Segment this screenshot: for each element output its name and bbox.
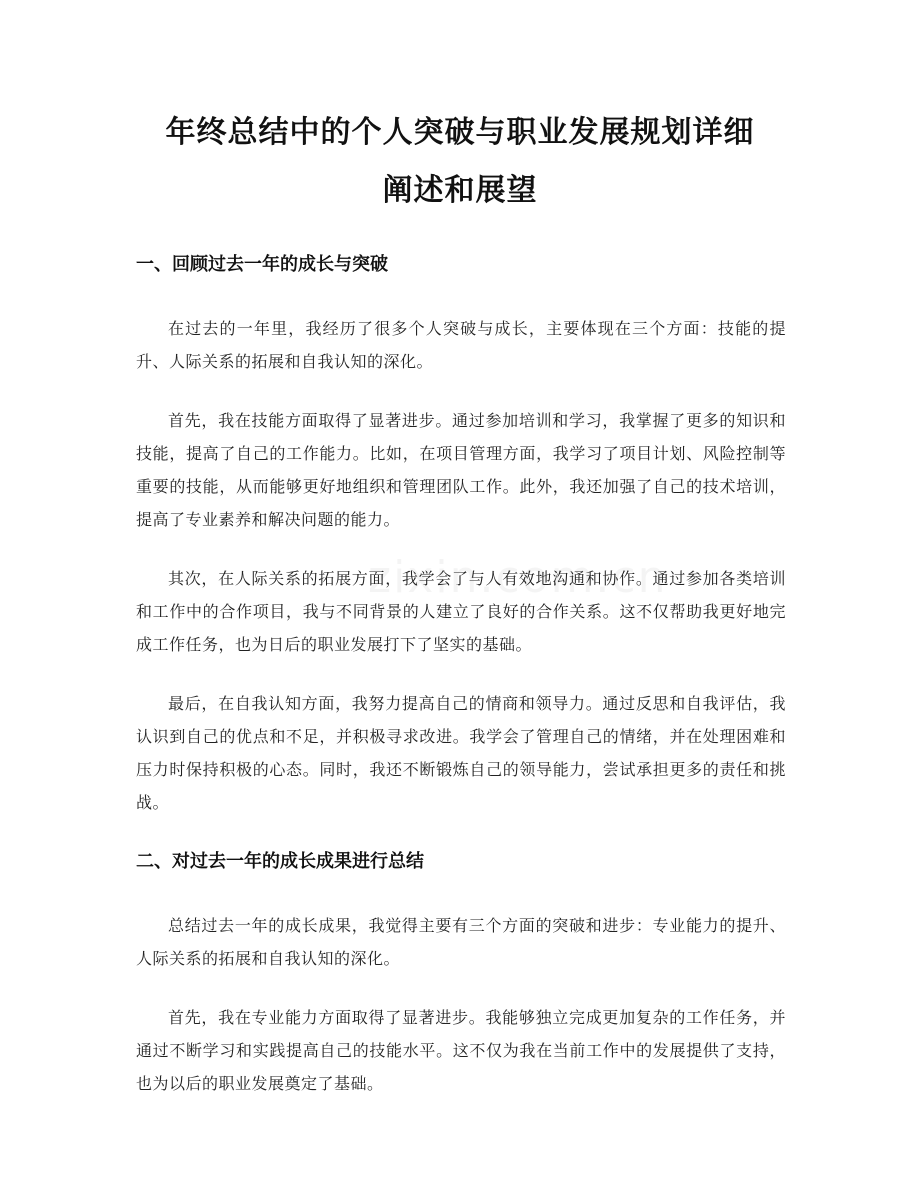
paragraph: 首先，我在专业能力方面取得了显著进步。我能够独立完成更加复杂的工作任务，并通过不断学习和实践提高自己的技能水平。这不仅为我在当前工作中的发展提供了支持，也为以后的职业发展奠定了基础。 (136, 1008, 786, 1093)
document-title (120, 104, 800, 220)
section-heading: 二、对过去一年的成长成果进行总结 (136, 851, 424, 872)
section-heading: 一、回顾过去一年的成长与突破 (136, 254, 388, 275)
paragraph: 总结过去一年的成长成果，我觉得主要有三个方面的突破和进步：专业能力的提升、人际关系的拓展和自我认知的深化。 (136, 916, 786, 968)
paragraph: 首先，我在技能方面取得了显著进步。通过参加培训和学习，我掌握了更多的知识和技能，提高了自己的工作能力。比如，在项目管理方面，我学习了项目计划、风险控制等重要的技能，从而能够更好地组织和管理团队工作。此外，我还加强了自己的技术培训，提高了专业素养和解决问题的能力。 (136, 411, 786, 529)
title-line-1: 年终总结中的个人突破与职业发展规划详细 (165, 115, 755, 150)
document-body (136, 248, 786, 1126)
paragraph: 最后，在自我认知方面，我努力提高自己的情商和领导力。通过反思和自我评估，我认识到自己的优点和不足，并积极寻求改进。我学会了管理自己的情绪，并在处理困难和压力时保持积极的心态。同时，我还不断锻炼自己的领导能力，尝试承担更多的责任和挑战。 (136, 694, 786, 812)
paragraph: 其次，在人际关系的拓展方面，我学会了与人有效地沟通和协作。通过参加各类培训和工作中的合作项目，我与不同背景的人建立了良好的合作关系。这不仅帮助我更好地完成工作任务，也为日后的职业发展打下了坚实的基础。 (136, 569, 786, 654)
title-line-2: 阐述和展望 (382, 173, 538, 208)
paragraph: 在过去的一年里，我经历了很多个人突破与成长，主要体现在三个方面：技能的提升、人际关系的拓展和自我认知的深化。 (136, 319, 786, 371)
